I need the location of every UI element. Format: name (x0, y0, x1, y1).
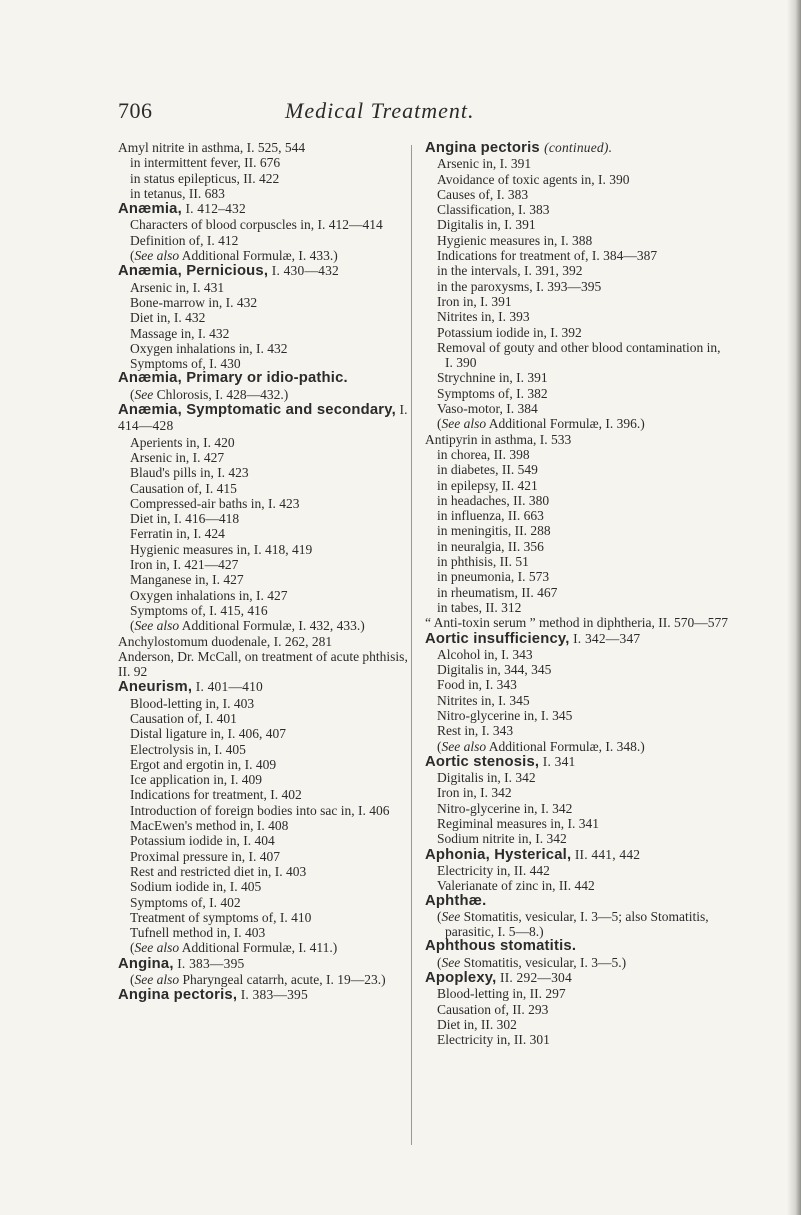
entry-text: “ Anti-toxin serum ” method in diphtheria, II. 570—577 (425, 615, 728, 631)
entry-text: Regiminal measures in, I. 341 (437, 816, 599, 832)
index-subentry: (See Stomatitis, vesicular, I. 3—5.) (437, 954, 627, 970)
index-subentry (118, 435, 423, 450)
entry-text: in chorea, II. 398 (437, 446, 530, 462)
entry-text: in status epilepticus, II. 422 (130, 170, 280, 186)
entry-text: Avoidance of toxic agents in, I. 390 (437, 171, 630, 187)
page-reference: I. 401—410 (192, 679, 263, 695)
page-reference: II. 441, 442 (571, 846, 641, 862)
index-subentry (118, 588, 423, 603)
index-entry (425, 432, 730, 447)
entry-text: Blaud's pills in, I. 423 (130, 465, 249, 481)
entry-text: in intermittent fever, II. 676 (130, 155, 281, 171)
page-reference: I. 414—428 (118, 402, 408, 434)
entry-text: Electrolysis in, I. 405 (130, 741, 246, 757)
entry-text: in tetanus, II. 683 (130, 185, 225, 201)
index-subentry: (See also Additional Formulæ, I. 348.) (437, 738, 645, 754)
entry-text: Oxygen inhalations in, I. 427 (130, 587, 288, 603)
index-subentry (118, 496, 423, 511)
heading-text: Aphthæ. (425, 892, 487, 909)
entry-text: Classification, I. 383 (437, 202, 550, 218)
entry-text: in headaches, II. 380 (437, 492, 550, 508)
index-subentry (118, 155, 423, 170)
entry-text: Additional Formulæ, I. 396.) (488, 416, 645, 432)
index-subentry (118, 511, 423, 526)
index-subentry (118, 217, 423, 232)
index-subentry (118, 481, 423, 496)
entry-text: Amyl nitrite in asthma, I. 525, 544 (118, 140, 306, 155)
heading-text: Anæmia, (118, 201, 182, 218)
entry-text: Arsenic in, I. 427 (130, 449, 225, 465)
page-reference: I. 383—395 (173, 955, 245, 971)
page-reference: II. 292—304 (496, 970, 572, 986)
index-column-right (425, 140, 730, 1048)
entry-text: Antipyrin in asthma, I. 533 (425, 431, 572, 447)
entry-text: Digitalis in, I. 342 (437, 770, 536, 786)
entry-text: Tufnell method in, I. 403 (130, 925, 266, 941)
entry-text: Sodium nitrite in, I. 342 (437, 831, 567, 847)
entry-text: Nitrites in, I. 345 (437, 692, 530, 708)
entry-text: Stomatitis, vesicular, I. 3—5; also Stomatitis, parasitic, I. 5—8.) (445, 908, 709, 940)
index-entry (425, 615, 730, 630)
index-entry (118, 634, 423, 649)
index-subentry (425, 248, 730, 263)
entry-text: Additional Formulæ, I. 433.) (181, 248, 338, 264)
entry-text: Digitalis in, I. 391 (437, 217, 536, 233)
entry-text: Manganese in, I. 427 (130, 572, 244, 588)
heading-text: Anæmia, Symptomatic and secondary, (118, 402, 396, 419)
entry-text: Diet in, II. 302 (437, 1016, 517, 1032)
index-subentry (425, 523, 730, 538)
page-reference: I. 341 (539, 753, 576, 769)
see-reference: See also (134, 972, 180, 988)
index-subentry (118, 696, 423, 711)
index-subentry (118, 757, 423, 772)
page-reference: I. 430—432 (268, 263, 339, 279)
entry-text: in epilepsy, II. 421 (437, 477, 538, 493)
entry-text: Characters of blood corpuscles in, I. 412—414 (130, 217, 383, 233)
entry-text: Proximal pressure in, I. 407 (130, 848, 280, 864)
index-heading (118, 402, 423, 435)
entry-text: Causation of, I. 401 (130, 710, 237, 726)
index-subentry (425, 279, 730, 294)
index-subentry (425, 647, 730, 662)
page-header (118, 98, 758, 128)
index-subentry (118, 787, 423, 802)
index-subentry (425, 723, 730, 738)
index-subentry (118, 356, 423, 371)
index-entry (118, 140, 423, 155)
index-subentry (118, 450, 423, 465)
entry-text: Strychnine in, I. 391 (437, 370, 548, 386)
heading-text: Anæmia, Primary or idio-pathic. (118, 370, 348, 387)
index-subentry (118, 603, 423, 618)
heading-text: Aphthous stomatitis. (425, 938, 577, 955)
entry-text: in tabes, II. 312 (437, 599, 522, 615)
entry-text: Arsenic in, I. 391 (437, 156, 532, 172)
entry-text: in meningitis, II. 288 (437, 523, 551, 539)
index-heading (425, 970, 730, 986)
entry-text: Iron in, I. 342 (437, 785, 512, 801)
index-subentry: (See also Additional Formulæ, I. 396.) (437, 416, 645, 432)
index-subentry (118, 186, 423, 201)
index-subentry (118, 526, 423, 541)
entry-text: Additional Formulæ, I. 411.) (181, 940, 338, 956)
entry-text: in rheumatism, II. 467 (437, 584, 558, 600)
entry-text: in the paroxysms, I. 393—395 (437, 278, 602, 294)
index-subentry (425, 294, 730, 309)
entry-text: Blood-letting in, I. 403 (130, 695, 255, 711)
index-subentry (425, 172, 730, 187)
entry-text: Symptoms of, I. 415, 416 (130, 602, 268, 618)
index-subentry (118, 864, 423, 879)
entry-text: Compressed-air baths in, I. 423 (130, 495, 300, 511)
entry-text: Ergot and ergotin in, I. 409 (130, 756, 277, 772)
entry-text: Electricity in, II. 442 (437, 862, 550, 878)
index-subentry (425, 569, 730, 584)
entry-text: Symptoms of, I. 382 (437, 385, 548, 401)
entry-text: Stomatitis, vesicular, I. 3—5.) (463, 954, 627, 970)
index-subentry: (See also Additional Formulæ, I. 432, 433.) (130, 618, 365, 634)
index-subentry (425, 831, 730, 846)
running-head: Medical Treatment. (285, 98, 475, 123)
index-subentry (425, 217, 730, 232)
index-subentry (425, 863, 730, 878)
see-reference: See (441, 954, 461, 970)
heading-text: Aortic stenosis, (425, 753, 540, 770)
index-subentry (118, 572, 423, 587)
entry-text: Indications for treatment, I. 402 (130, 787, 302, 803)
heading-text: Aneurism, (118, 679, 193, 696)
index-subentry (118, 465, 423, 480)
column-divider (411, 145, 412, 1145)
index-subentry (425, 386, 730, 401)
entry-text: Rest and restricted diet in, I. 403 (130, 863, 307, 879)
index-subentry (425, 600, 730, 615)
index-heading (118, 371, 423, 386)
entry-text: Massage in, I. 432 (130, 325, 230, 341)
index-subentry (425, 508, 730, 523)
index-heading (118, 263, 423, 279)
index-heading (425, 631, 730, 647)
index-heading (425, 939, 730, 954)
index-subentry (118, 711, 423, 726)
index-subentry (425, 693, 730, 708)
page-reference: I. 342—347 (569, 630, 641, 646)
index-subentry (425, 816, 730, 831)
entry-text: Alcohol in, I. 343 (437, 646, 533, 662)
entry-text: Aperients in, I. 420 (130, 434, 235, 450)
page-reference: I. 383—395 (237, 987, 308, 1003)
entry-text: Causation of, II. 293 (437, 1001, 549, 1017)
index-subentry (118, 818, 423, 833)
entry-text: Bone-marrow in, I. 432 (130, 294, 258, 310)
entry-text: MacEwen's method in, I. 408 (130, 818, 289, 834)
index-subentry (425, 677, 730, 692)
index-subentry (425, 662, 730, 677)
index-subentry (425, 202, 730, 217)
entry-text: Rest in, I. 343 (437, 723, 514, 739)
entry-text: in neuralgia, II. 356 (437, 538, 544, 554)
index-heading (118, 987, 423, 1003)
entry-text: Vaso-motor, I. 384 (437, 401, 538, 417)
entry-text: Arsenic in, I. 431 (130, 279, 225, 295)
index-subentry (425, 785, 730, 800)
index-subentry (118, 557, 423, 572)
heading-text: Angina, (118, 955, 174, 972)
index-subentry (425, 585, 730, 600)
see-reference: See also (441, 416, 487, 432)
heading-text: Aortic insufficiency, (425, 630, 570, 647)
index-subentry (425, 401, 730, 416)
see-reference: See also (134, 940, 180, 956)
page-reference: I. 412–432 (181, 201, 246, 217)
index-subentry (118, 341, 423, 356)
index-heading (425, 754, 730, 770)
index-subentry: (See also Additional Formulæ, I. 411.) (130, 940, 338, 956)
index-heading (425, 894, 730, 909)
index-subentry (425, 1002, 730, 1017)
index-subentry: (See Chlorosis, I. 428—432.) (130, 386, 289, 402)
entry-text: Valerianate of zinc in, II. 442 (437, 878, 595, 894)
index-subentry (118, 295, 423, 310)
index-subentry (118, 542, 423, 557)
page-edge-shadow (787, 0, 801, 1215)
entry-text: Oxygen inhalations in, I. 432 (130, 340, 288, 356)
entry-text: in the intervals, I. 391, 392 (437, 263, 583, 279)
entry-text: Hygienic measures in, I. 388 (437, 232, 593, 248)
continued-note: (continued). (544, 140, 613, 155)
index-subentry (118, 879, 423, 894)
entry-text: in diabetes, II. 549 (437, 462, 538, 478)
index-subentry: (See also Additional Formulæ, I. 433.) (130, 248, 338, 264)
index-column-left (118, 140, 423, 1004)
index-subentry (425, 986, 730, 1001)
entry-text: Anderson, Dr. McCall, on treatment of acute phthisis, II. 92 (118, 648, 408, 680)
entry-text: Iron in, I. 391 (437, 293, 512, 309)
see-reference: See also (134, 248, 180, 264)
entry-text: Definition of, I. 412 (130, 232, 239, 248)
index-subentry (425, 370, 730, 385)
entry-text: in phthisis, II. 51 (437, 554, 529, 570)
entry-text: in pneumonia, I. 573 (437, 569, 550, 585)
entry-text: in influenza, II. 663 (437, 508, 544, 524)
index-subentry (118, 310, 423, 325)
index-subentry (118, 280, 423, 295)
see-reference: See also (134, 618, 180, 634)
entry-text: Treatment of symptoms of, I. 410 (130, 909, 312, 925)
entry-text: Additional Formulæ, I. 432, 433.) (181, 618, 365, 634)
index-subentry (425, 708, 730, 723)
index-subentry (425, 539, 730, 554)
index-subentry (425, 554, 730, 569)
entry-text: Diet in, I. 416—418 (130, 511, 240, 527)
index-subentry (425, 493, 730, 508)
heading-text: Aphonia, Hysterical, (425, 846, 572, 863)
index-subentry (118, 726, 423, 741)
entry-text: Digitalis in, 344, 345 (437, 662, 552, 678)
index-subentry (118, 849, 423, 864)
entry-text: Causes of, I. 383 (437, 186, 529, 202)
entry-text: Removal of gouty and other blood contamination in, I. 390 (437, 339, 721, 371)
entry-text: Chlorosis, I. 428—432.) (156, 386, 289, 402)
entry-text: Iron in, I. 421—427 (130, 557, 239, 573)
index-subentry (425, 187, 730, 202)
entry-text: Nitro-glycerine in, I. 342 (437, 800, 573, 816)
entry-text: Potassium iodide in, I. 392 (437, 324, 582, 340)
index-entry (118, 649, 423, 680)
index-subentry (425, 263, 730, 278)
entry-text: Indications for treatment of, I. 384—387 (437, 248, 658, 264)
index-subentry (425, 801, 730, 816)
entry-text: Anchylostomum duodenale, I. 262, 281 (118, 633, 333, 649)
heading-text: Angina pectoris, (118, 987, 238, 1004)
entry-text: Symptoms of, I. 402 (130, 894, 241, 910)
entry-text: Potassium iodide in, I. 404 (130, 833, 275, 849)
index-subentry (425, 340, 730, 371)
entry-text: Ferratin in, I. 424 (130, 526, 225, 542)
index-subentry (425, 309, 730, 324)
entry-text: Additional Formulæ, I. 348.) (488, 738, 645, 754)
index-heading (118, 201, 423, 217)
index-subentry (425, 325, 730, 340)
entry-text: Electricity in, II. 301 (437, 1032, 550, 1048)
index-subentry (118, 833, 423, 848)
entry-text: Sodium iodide in, I. 405 (130, 879, 262, 895)
index-heading (118, 956, 423, 972)
see-reference: See (441, 908, 461, 924)
index-subentry (118, 171, 423, 186)
entry-text: Distal ligature in, I. 406, 407 (130, 726, 286, 742)
index-subentry (425, 447, 730, 462)
heading-text: Apoplexy, (425, 970, 497, 987)
see-reference: See (134, 386, 154, 402)
index-heading (118, 679, 423, 695)
index-subentry (425, 1017, 730, 1032)
index-subentry: (See also Pharyngeal catarrh, acute, I. 19—23.) (130, 972, 386, 988)
index-subentry (118, 233, 423, 248)
index-subentry (425, 1032, 730, 1047)
index-subentry: (See Stomatitis, vesicular, I. 3—5; also Stomatitis, parasitic, I. 5—8.) (437, 908, 709, 940)
index-subentry (425, 233, 730, 248)
entry-text: Blood-letting in, II. 297 (437, 986, 566, 1002)
entry-text: Pharyngeal catarrh, acute, I. 19—23.) (182, 972, 386, 988)
index-subentry (425, 156, 730, 171)
index-subentry (118, 895, 423, 910)
index-subentry (118, 803, 423, 818)
entry-text: Nitrites in, I. 393 (437, 309, 530, 325)
entry-text: Hygienic measures in, I. 418, 419 (130, 541, 313, 557)
index-subentry (118, 910, 423, 925)
see-reference: See also (441, 738, 487, 754)
index-subentry (118, 925, 423, 940)
entry-text: Nitro-glycerine in, I. 345 (437, 707, 573, 723)
heading-text: Angina pectoris (425, 140, 540, 156)
index-subentry (425, 770, 730, 785)
entry-text: Introduction of foreign bodies into sac in, I. 406 (130, 802, 390, 818)
entry-text: Symptoms of, I. 430 (130, 356, 241, 372)
page-number: 706 (118, 98, 153, 123)
index-subentry (425, 462, 730, 477)
entry-text: Ice application in, I. 409 (130, 772, 262, 788)
index-subentry (118, 326, 423, 341)
index-subentry (118, 742, 423, 757)
entry-text: Causation of, I. 415 (130, 480, 237, 496)
index-subentry (425, 878, 730, 893)
index-heading (425, 140, 730, 156)
index-subentry (425, 478, 730, 493)
heading-text: Anæmia, Pernicious, (118, 263, 269, 280)
entry-text: Food in, I. 343 (437, 677, 517, 693)
entry-text: Diet in, I. 432 (130, 310, 206, 326)
index-subentry (118, 772, 423, 787)
index-heading (425, 847, 730, 863)
